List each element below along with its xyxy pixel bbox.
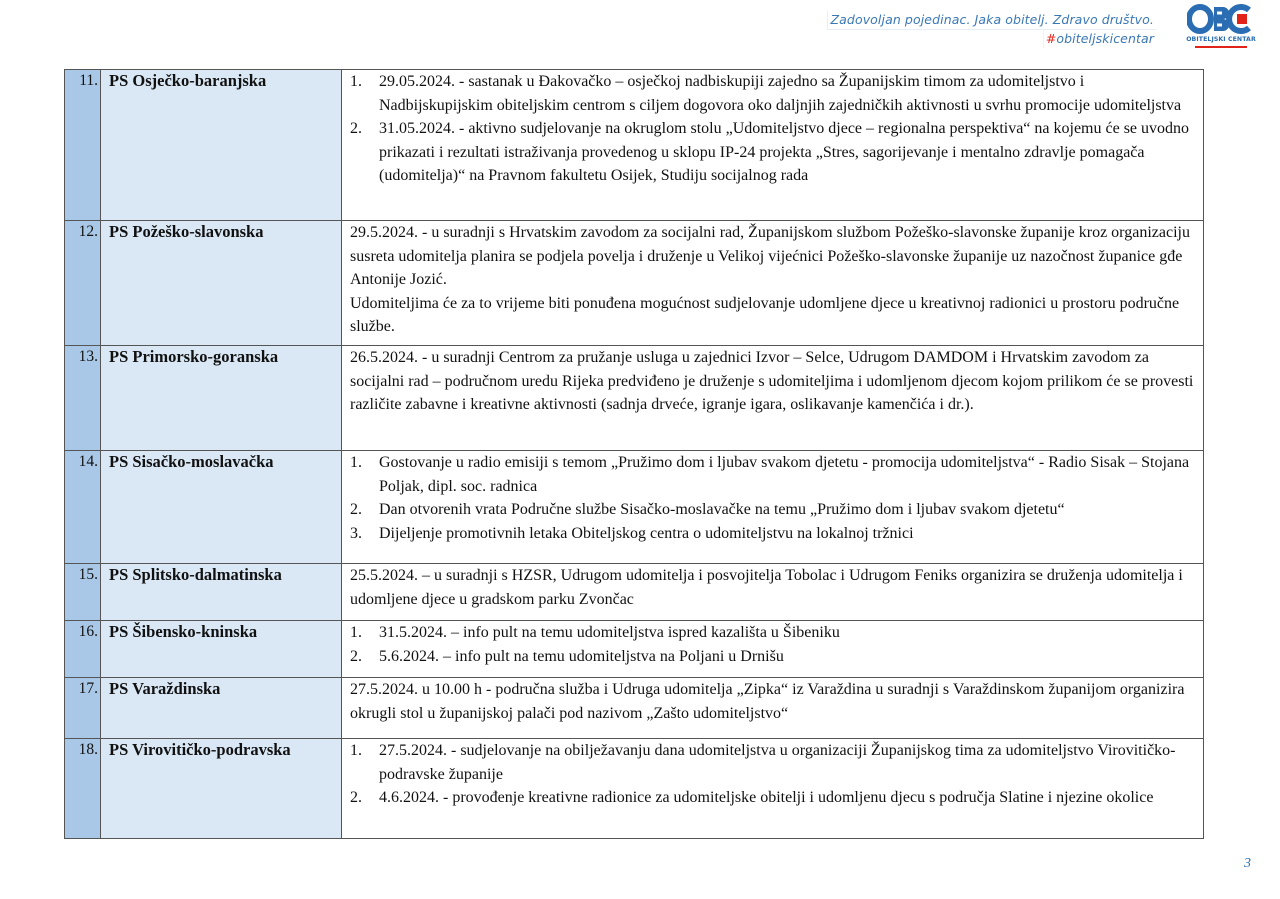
slogan-text: Zadovoljan pojedinac. Jaka obitelj. Zdravo društvo. (827, 11, 1156, 30)
list-item-text: 27.5.2024. - sudjelovanje na obilježavanju dana udomiteljstva u organizaciji Županijskog tima za udomiteljstvo Virovitičko-podravske županije (379, 742, 1176, 783)
list-item (350, 70, 1195, 117)
list-item-text: Dan otvorenih vrata Područne službe Sisačko-moslavačke na temu „Pružimo dom i ljubav svakom djetetu“ (379, 501, 1065, 518)
table-row (65, 451, 1204, 564)
logo-underline (1195, 46, 1247, 48)
activity-list (350, 739, 1195, 810)
list-item (350, 498, 1195, 522)
activity-description (342, 346, 1204, 451)
activity-description (342, 221, 1204, 346)
row-number: 18. (65, 739, 101, 839)
slogan-block (827, 11, 1156, 48)
list-item (350, 739, 1195, 786)
row-number: 11. (65, 70, 101, 221)
hashtag (1043, 30, 1156, 48)
table-row (65, 621, 1204, 678)
activity-paragraph: 26.5.2024. - u suradnji Centrom za pružanje usluga u zajednici Izvor – Selce, Udrugom DAMDOM i Hrvatskim zavodom za socijalni rad – područnom uredu Rijeka predviđeno je druženje s udomiteljima i udomljenom djecom kojom prilikom će se provesti različite zabavne i kreativne aktivnosti (sadnja drveće, igranje igara, oslikavanje kamenčića i dr.). (350, 349, 1194, 413)
activity-paragraph: Udomiteljima će za to vrijeme biti ponuđena mogućnost sudjelovanje udomljene djece u kreativnoj radionici u prostoru područne službe. (350, 294, 1180, 335)
activity-description (342, 739, 1204, 839)
table-row (65, 346, 1204, 451)
list-marker: 2. (350, 647, 362, 665)
list-marker: 2. (350, 789, 362, 806)
activity-paragraph: 27.5.2024. u 10.00 h - područna služba i Udruga udomitelja „Zipka“ iz Varaždina u suradnji s Varaždinskom županijom organizira okrugli stol u županijskoj palači pod nazivom „Zašto udomiteljstvo“ (350, 681, 1185, 722)
list-marker: 2. (350, 120, 362, 137)
list-marker: 1. (350, 742, 362, 759)
list-marker: 1. (350, 73, 362, 90)
logo-caption: OBITELJSKI CENTAR (1186, 36, 1256, 43)
activity-paragraph: 25.5.2024. – u suradnji s HZSR, Udrugom udomitelja i posvojitelja Tobolac i Udrugom Feniks organizira se druženja udomitelja i udomljene djece u gradskom parku Zvončac (350, 567, 1183, 608)
obiteljski-centar-logo (1181, 3, 1261, 51)
activity-description (342, 451, 1204, 564)
row-number: 14. (65, 451, 101, 564)
list-marker: 2. (350, 501, 362, 518)
list-item-text: 29.05.2024. - sastanak u Đakovačko – osječkoj nadbiskupiji zajedno sa Županijskim timom za udomiteljstvo i Nadbijskupijskim obiteljskim centrom s ciljem dogovora oko daljnjih zajedničkih aktivnosti u svrhu promocije udomiteljstva (379, 73, 1182, 114)
page-number: 3 (1244, 856, 1251, 871)
table-row (65, 564, 1204, 621)
list-item-text: 5.6.2024. – info pult na temu udomiteljstva na Poljani u Drnišu (379, 647, 784, 665)
office-name: PS Virovitičko-podravska (101, 739, 342, 839)
activity-list (350, 621, 1195, 668)
office-name: PS Osječko-baranjska (101, 70, 342, 221)
table-row (65, 739, 1204, 839)
list-item-text: Dijeljenje promotivnih letaka Obiteljskog centra o udomiteljstvu na lokalnoj tržnici (379, 524, 914, 542)
list-item (350, 117, 1195, 188)
list-item (350, 451, 1195, 498)
office-name: PS Sisačko-moslavačka (101, 451, 342, 564)
row-number: 16. (65, 621, 101, 678)
table-row (65, 70, 1204, 221)
list-item-text: 4.6.2024. - provođenje kreativne radionice za udomiteljske obitelji i udomljenu djecu s područja Slatine i njezine okolice (379, 789, 1154, 806)
list-item (350, 621, 1195, 645)
activity-description (342, 70, 1204, 221)
list-item-text: Gostovanje u radio emisiji s temom „Pružimo dom i ljubav svakom djetetu - promocija udomiteljstva“ - Radio Sisak – Stojana Poljak, dipl. soc. radnica (379, 454, 1190, 495)
list-item (350, 645, 1195, 669)
list-item (350, 786, 1195, 810)
activities-table (64, 69, 1204, 839)
hashtag-text: obiteljskicentar (1056, 31, 1154, 46)
activity-list (350, 70, 1195, 188)
list-marker: 3. (350, 524, 362, 542)
table-row (65, 678, 1204, 739)
office-name: PS Šibensko-kninska (101, 621, 342, 678)
hashtag-mark: # (1045, 31, 1057, 46)
activity-description (342, 621, 1204, 678)
activity-description (342, 678, 1204, 739)
office-name: PS Varaždinska (101, 678, 342, 739)
office-name: PS Požeško-slavonska (101, 221, 342, 346)
activity-description (342, 564, 1204, 621)
ocb-logo-icon (1187, 3, 1253, 35)
row-number: 17. (65, 678, 101, 739)
list-marker: 1. (350, 624, 362, 641)
row-number: 15. (65, 564, 101, 621)
table-row (65, 221, 1204, 346)
page-header (0, 0, 1280, 60)
list-marker: 1. (350, 454, 362, 471)
office-name: PS Splitsko-dalmatinska (101, 564, 342, 621)
office-name: PS Primorsko-goranska (101, 346, 342, 451)
row-number: 13. (65, 346, 101, 451)
activity-paragraph: 29.5.2024. - u suradnji s Hrvatskim zavodom za socijalni rad, Županijskom službom Požeško-slavonske županije kroz organizaciju susreta udomitelja planira se podjela povelja i druženje u Velikoj vijećnici Požeško-slavonske županije uz nazočnost županice gđe Antonije Jozić. (350, 224, 1190, 288)
list-item-text: 31.5.2024. – info pult na temu udomiteljstva ispred kazališta u Šibeniku (379, 624, 840, 641)
activity-list (350, 451, 1195, 545)
list-item (350, 522, 1195, 546)
row-number: 12. (65, 221, 101, 346)
list-item-text: 31.05.2024. - aktivno sudjelovanje na okruglom stolu „Udomiteljstvo djece – regionalna perspektiva“ na kojemu će se uvodno prikazati i rezultati istraživanja provedenog u sklopu IP-24 projekta „Stres, sagorijevanje i mentalno zdravlje pomagača (udomitelja)“ na Pravnom fakultetu Osijek, Studiju socijalnog rada (379, 120, 1190, 184)
